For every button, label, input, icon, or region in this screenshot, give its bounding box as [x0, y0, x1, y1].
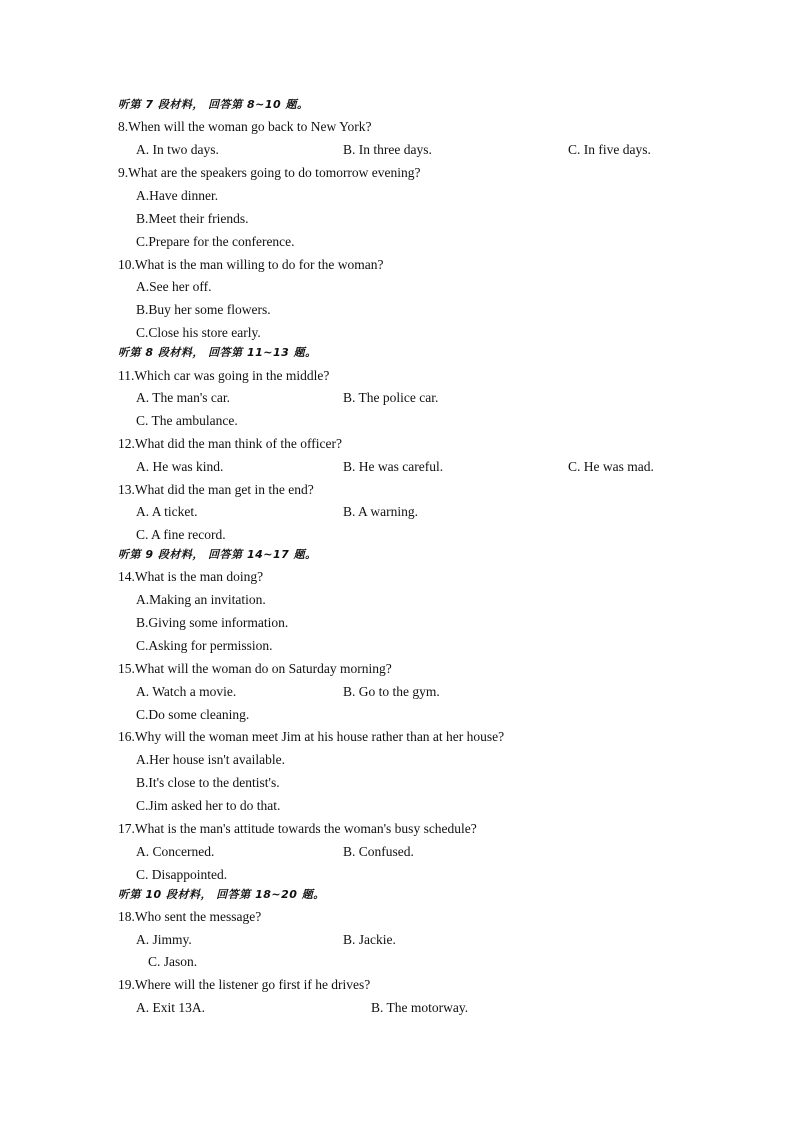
- option-12b: B. He was careful.: [343, 459, 444, 474]
- question-11: 11.Which car was going in the middle?: [118, 368, 330, 383]
- option-16c: C.Jim asked her to do that.: [136, 798, 281, 813]
- question-9: 9.What are the speakers going to do tomorrow evening?: [118, 165, 421, 180]
- option-11b: B. The police car.: [343, 390, 439, 405]
- option-9c: C.Prepare for the conference.: [136, 234, 295, 249]
- option-8a: A. In two days.: [136, 142, 219, 157]
- option-18c: C. Jason.: [148, 954, 198, 969]
- option-12c: C. He was mad.: [568, 459, 654, 474]
- option-12a: A. He was kind.: [136, 459, 224, 474]
- question-10: 10.What is the man willing to do for the woman?: [118, 257, 384, 272]
- option-16a: A.Her house isn't available.: [136, 752, 286, 767]
- option-13a: A. A ticket.: [136, 504, 198, 519]
- question-16: 16.Why will the woman meet Jim at his house rather than at her house?: [118, 729, 505, 744]
- question-15: 15.What will the woman do on Saturday morning?: [118, 661, 392, 676]
- section-heading: 听第 9 段材料， 回答第 14~17 题。: [118, 548, 317, 561]
- option-17a: A. Concerned.: [136, 844, 215, 859]
- option-13b: B. A warning.: [343, 504, 419, 519]
- question-13: 13.What did the man get in the end?: [118, 482, 314, 497]
- option-13c: C. A fine record.: [136, 527, 226, 542]
- option-15a: A. Watch a movie.: [136, 684, 237, 699]
- option-17b: B. Confused.: [343, 844, 414, 859]
- option-8c: C. In five days.: [568, 142, 651, 157]
- option-10b: B.Buy her some flowers.: [136, 302, 271, 317]
- option-11a: A. The man's car.: [136, 390, 231, 405]
- option-16b: B.It's close to the dentist's.: [136, 775, 280, 790]
- option-18a: A. Jimmy.: [136, 932, 192, 947]
- option-11c: C. The ambulance.: [136, 413, 238, 428]
- option-14b: B.Giving some information.: [136, 615, 289, 630]
- option-9a: A.Have dinner.: [136, 188, 219, 203]
- option-10a: A.See her off.: [136, 279, 212, 294]
- option-19a: A. Exit 13A.: [136, 1000, 205, 1015]
- question-18: 18.Who sent the message?: [118, 909, 262, 924]
- option-14c: C.Asking for permission.: [136, 638, 273, 653]
- option-17c: C. Disappointed.: [136, 867, 228, 882]
- option-15c: C.Do some cleaning.: [136, 707, 250, 722]
- section-heading: 听第 8 段材料， 回答第 11~13 题。: [118, 346, 317, 359]
- option-18b: B. Jackie.: [343, 932, 396, 947]
- question-12: 12.What did the man think of the officer?: [118, 436, 342, 451]
- question-17: 17.What is the man's attitude towards the woman's busy schedule?: [118, 821, 477, 836]
- option-9b: B.Meet their friends.: [136, 211, 249, 226]
- option-8b: B. In three days.: [343, 142, 432, 157]
- option-19b: B. The motorway.: [371, 1000, 469, 1015]
- section-heading: 听第 10 段材料， 回答第 18~20 题。: [118, 888, 325, 901]
- option-14a: A.Making an invitation.: [136, 592, 266, 607]
- question-14: 14.What is the man doing?: [118, 569, 264, 584]
- question-19: 19.Where will the listener go first if he drives?: [118, 977, 371, 992]
- question-8: 8.When will the woman go back to New York?: [118, 119, 372, 134]
- option-15b: B. Go to the gym.: [343, 684, 440, 699]
- section-heading: 听第 7 段材料， 回答第 8~10 题。: [118, 98, 309, 111]
- option-10c: C.Close his store early.: [136, 325, 261, 340]
